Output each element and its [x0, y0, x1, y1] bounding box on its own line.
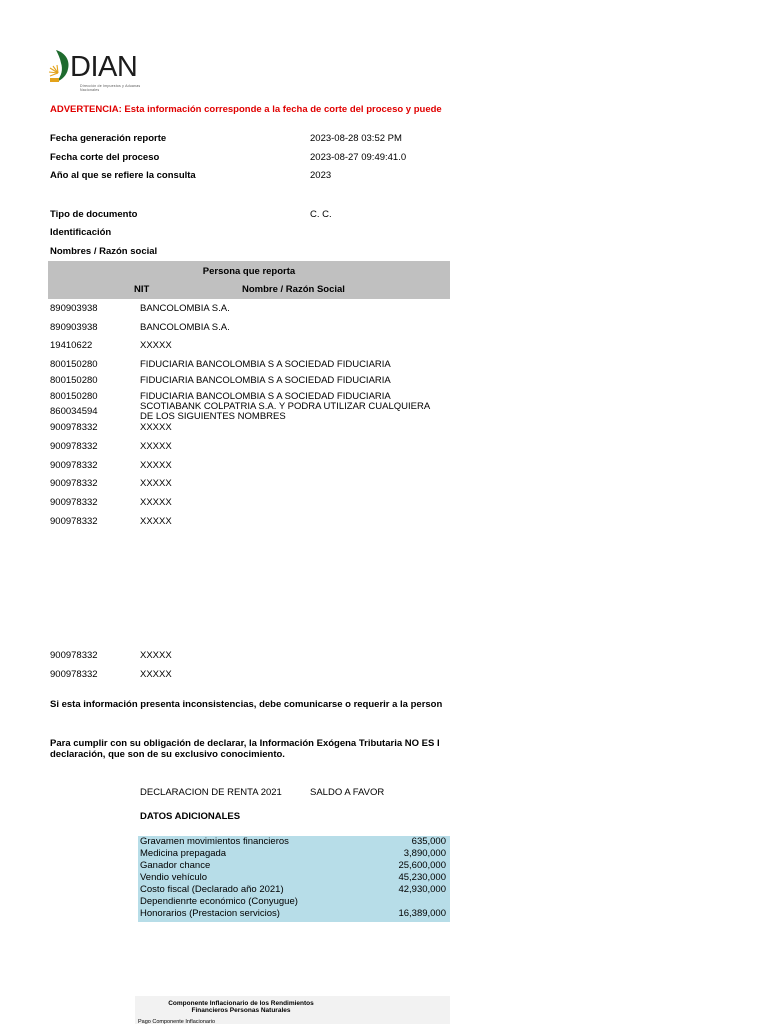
table-row-nit: 800150280 — [50, 359, 98, 370]
item-label: Dependienrte económico (Conyugue) — [140, 896, 298, 907]
warning-text: ADVERTENCIA: Esta información corresponde a la fecha de corte del proceso y puede — [50, 104, 442, 115]
cutoff-date-label: Fecha corte del proceso — [50, 152, 160, 163]
additional-data-table — [138, 836, 450, 922]
list-item — [140, 836, 446, 848]
name-label: Nombres / Razón social — [50, 246, 158, 257]
table-row-nit: 860034594 — [50, 406, 98, 417]
balance-status: SALDO A FAVOR — [310, 787, 385, 798]
table-row-nombre: FIDUCIARIA BANCOLOMBIA S A SOCIEDAD FIDUCIARIA — [140, 375, 391, 386]
item-value: 42,930,000 — [398, 884, 446, 895]
table-row-nombre: XXXXX — [140, 441, 172, 452]
table-row-nit: 900978332 — [50, 441, 98, 452]
table-row-nombre: XXXXX — [140, 497, 172, 508]
column-header-nombre: Nombre / Razón Social — [242, 284, 345, 295]
componente-title-line2: Financieros Personas Naturales — [191, 1007, 291, 1014]
item-label: Vendio vehículo — [140, 872, 208, 883]
table-row-nombre: XXXXX — [140, 478, 172, 489]
list-item — [140, 860, 446, 872]
item-label: Gravamen movimientos financieros — [140, 836, 289, 847]
item-label: Honorarios (Prestacion servicios) — [140, 908, 280, 919]
table-row-nombre: XXXXX — [140, 422, 172, 433]
list-item — [140, 848, 446, 860]
table-row-nombre: XXXXX — [140, 460, 172, 471]
inconsistencias-notice: Si esta información presenta inconsistencias, debe comunicarse o requerir a la person — [50, 699, 443, 710]
dian-logo — [48, 49, 158, 92]
list-item — [140, 884, 446, 896]
cutoff-date-value: 2023-08-27 09:49:41.0 — [310, 152, 407, 163]
table-row-nombre: XXXXX — [140, 650, 172, 661]
table-row-nit: 900978332 — [50, 650, 98, 661]
table-row-nit: 800150280 — [50, 375, 98, 386]
dian-subtitle: Dirección de Impuestos y Aduanas Nacionales — [80, 84, 141, 92]
componente-inflacionario-section — [135, 996, 450, 1024]
table-row-nombre: XXXXX — [140, 516, 172, 527]
componente-title-line1: Componente Inflacionario de los Rendimientos — [168, 1000, 314, 1007]
table-row-nombre-cont: DE LOS SIGUIENTES NOMBRES — [140, 411, 286, 422]
table-row-nit: 900978332 — [50, 422, 98, 433]
additional-data-title: DATOS ADICIONALES — [140, 811, 241, 822]
item-value: 635,000 — [411, 836, 446, 847]
dian-wordmark: DIAN — [70, 51, 138, 83]
obligation-notice-line2: declaración, que son de su exclusivo conocimiento. — [50, 749, 285, 760]
dian-emblem-icon — [48, 49, 72, 85]
table-row-nit: 900978332 — [50, 669, 98, 680]
column-header-nit: NIT — [134, 284, 150, 295]
table-row-nombre: BANCOLOMBIA S.A. — [140, 322, 230, 333]
table-row-nit: 900978332 — [50, 497, 98, 508]
table-row-nit: 890903938 — [50, 303, 98, 314]
item-label: Ganador chance — [140, 860, 211, 871]
item-value: 25,600,000 — [398, 860, 446, 871]
report-date-label: Fecha generación reporte — [50, 133, 167, 144]
table-row-nit: 19410622 — [50, 340, 93, 351]
table-row-nombre: FIDUCIARIA BANCOLOMBIA S A SOCIEDAD FIDUCIARIA — [140, 359, 391, 370]
list-item — [140, 896, 446, 908]
table-row-nit: 900978332 — [50, 516, 98, 527]
componente-subtitle: Pago Componente Inflacionario — [138, 1019, 216, 1025]
obligation-notice-line1: Para cumplir con su obligación de declarar, la Información Exógena Tributaria NO ES I — [50, 738, 440, 749]
table-row-nombre: XXXXX — [140, 340, 172, 351]
doc-type-label: Tipo de documento — [50, 209, 138, 220]
table-row-nombre: FIDUCIARIA BANCOLOMBIA S A SOCIEDAD FIDUCIARIA — [140, 391, 391, 402]
list-item — [140, 908, 446, 920]
table-header — [48, 261, 450, 299]
query-year-label: Año al que se refiere la consulta — [50, 170, 196, 181]
doc-type-value: C. C. — [310, 209, 332, 220]
identification-label: Identificación — [50, 227, 112, 238]
item-label: Costo fiscal (Declarado año 2021) — [140, 884, 284, 895]
report-date-value: 2023-08-28 03:52 PM — [310, 133, 402, 144]
item-value: 45,230,000 — [398, 872, 446, 883]
item-label: Medicina prepagada — [140, 848, 227, 859]
list-item — [140, 872, 446, 884]
table-row-nombre: BANCOLOMBIA S.A. — [140, 303, 230, 314]
table-row-nombre: SCOTIABANK COLPATRIA S.A. Y PODRA UTILIZAR CUALQUIERA — [140, 401, 431, 412]
query-year-value: 2023 — [310, 170, 332, 181]
table-row-nit: 900978332 — [50, 478, 98, 489]
item-value: 3,890,000 — [403, 848, 446, 859]
item-value: 16,389,000 — [398, 908, 446, 919]
table-row-nombre: XXXXX — [140, 669, 172, 680]
table-row-nit: 800150280 — [50, 391, 98, 402]
declaration-title: DECLARACION DE RENTA 2021 — [140, 787, 282, 798]
group-header: Persona que reporta — [202, 266, 296, 277]
table-row-nit: 900978332 — [50, 460, 98, 471]
table-row-nit: 890903938 — [50, 322, 98, 333]
